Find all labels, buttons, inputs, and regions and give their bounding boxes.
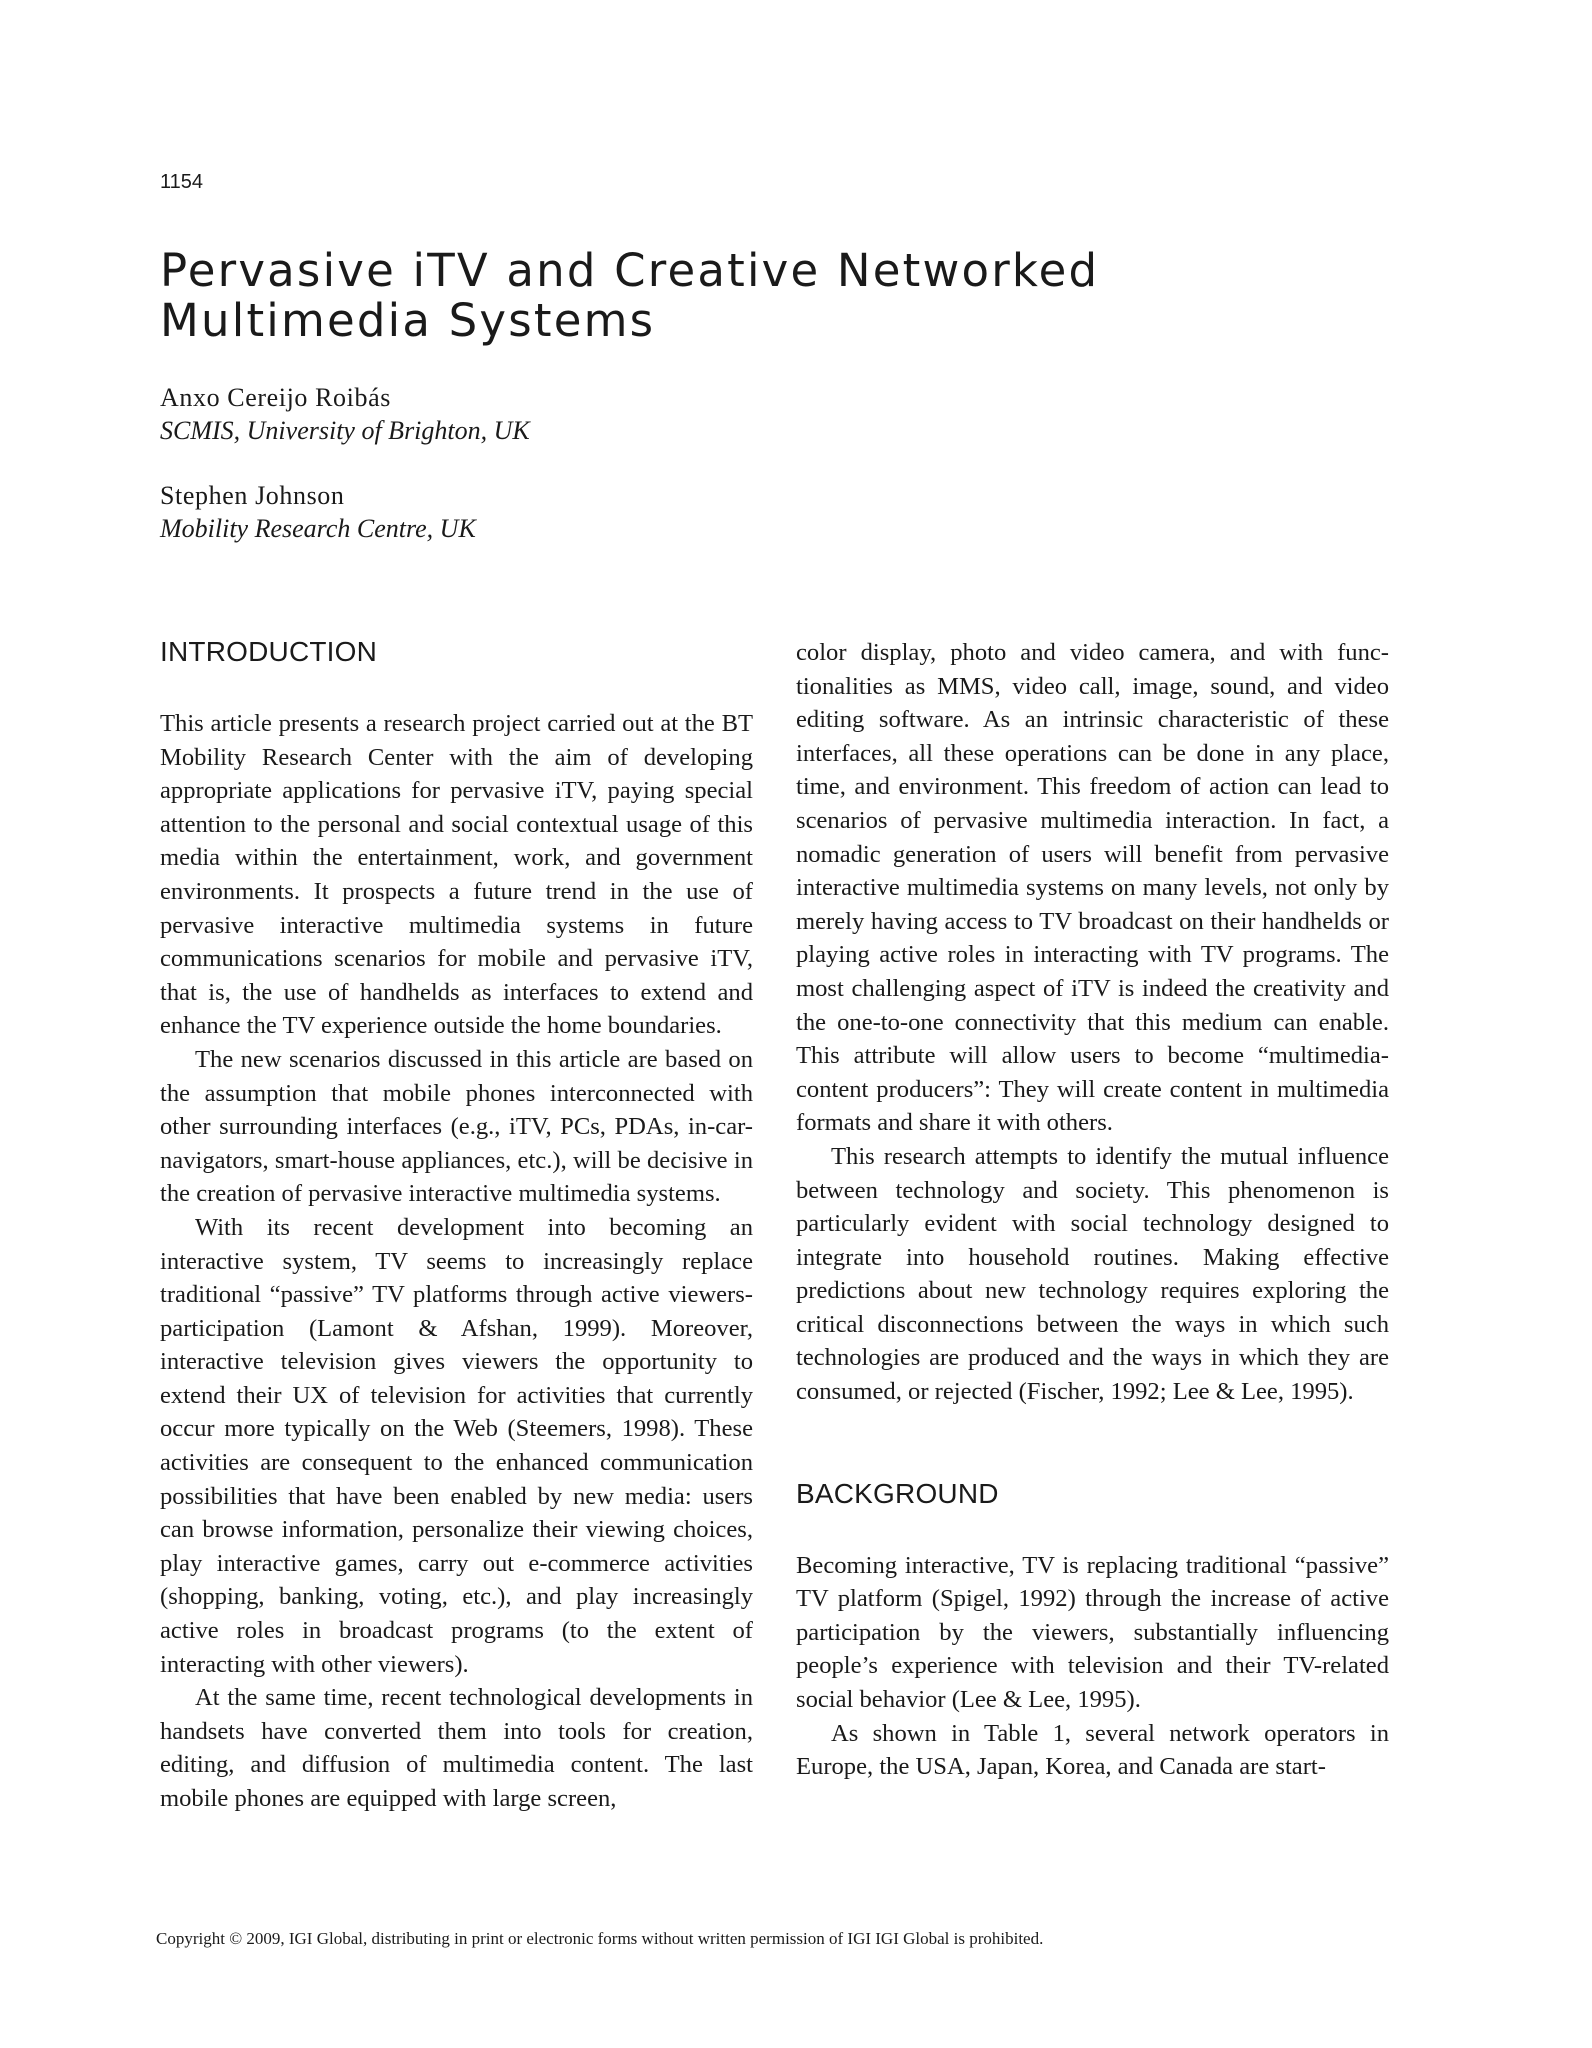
left-column [160, 636, 753, 1816]
background-paragraph-2: As shown in Table 1, several network operators in Europe, the USA, Japan, Korea, and Canada are start- [796, 1719, 1389, 1781]
right-column [796, 636, 1389, 1784]
intro-paragraph-1: This article presents a research project carried out at the BT Mobility Research Center with the aim of developing appropriate applications for pervasive iTV, paying special attention to the personal and social contextual usage of this media within the entertainment, work, and government environments. It prospects a future trend in the use of pervasive interactive multimedia systems in future communications scenarios for mobile and pervasive iTV, that is, the use of handhelds as interfaces to extend and enhance the TV experience outside the home boundaries. [160, 710, 753, 1040]
intro-paragraph-5: color display, photo and video camera, and with functionalities as MMS, video call, image, sound, and video editing software. As an intrinsic characteristic of these interfaces, all these operations can be done in any place, time, and environment. This freedom of action can lead to scenarios of pervasive multimedia interaction. In fact, a nomadic generation of users will benefit from pervasive interactive multimedia systems on many levels, not only by merely having access to TV broadcast on their handhelds or playing active roles in interacting with TV programs. The most challenging aspect of iTV is indeed the creativity and the one-to-one connectivity that this medium can enable. This attribute will allow users to become “multimedia-content producers”: They will create content in multimedia formats and share it with others. [796, 639, 1389, 1137]
background-heading: BACKGROUND [796, 1477, 999, 1509]
copyright-notice: Copyright © 2009, IGI Global, distributing in print or electronic forms without written permission of IGI IGI Global is prohibited. [156, 1929, 1044, 1948]
title-line-2: Multimedia Systems [160, 294, 656, 347]
author-name: Anxo Cereijo Roibás [160, 383, 391, 412]
author-1 [160, 381, 530, 447]
page-title [160, 246, 1260, 346]
author-block [160, 381, 530, 577]
author-name: Stephen Johnson [160, 481, 345, 510]
author-2 [160, 479, 530, 545]
background-paragraph-1: Becoming interactive, TV is replacing traditional “passive” TV platform (Spigel, 1992) through the increase of active participation by the viewers, substantially influencing people’s experience with television and their TV-related social behavior (Lee & Lee, 1995). [796, 1551, 1389, 1714]
intro-paragraph-4: At the same time, recent technological developments in handsets have converted them into tools for creation, editing, and diffusion of multimedia content. The last mobile phones are equipped with large screen, [160, 1684, 753, 1812]
intro-paragraph-2: The new scenarios discussed in this article are based on the assumption that mobile phones interconnected with other surrounding interfaces (e.g., iTV, PCs, PDAs, in-car-navigators, smart-house appliances, etc.), will be decisive in the creation of pervasive interactive multimedia systems. [160, 1045, 753, 1208]
section-spacer [796, 1409, 1389, 1477]
introduction-heading: INTRODUCTION [160, 636, 378, 667]
title-line-1: Pervasive iTV and Creative Networked [160, 244, 1100, 297]
intro-paragraph-3: With its recent development into becoming an interactive system, TV seems to increasingly replace traditional “passive” TV platforms through active viewers-participation (Lamont & Afshan, 1999). Moreover, interactive television gives viewers the opportunity to extend their UX of television for activities that currently occur more typically on the Web (Steemers, 1998). These activities are consequent to the enhanced communication possibilities that have been enabled by new media: users can browse information, personalize their viewing choices, play interactive games, carry out e-commerce activities (shopping, banking, voting, etc.), and play increasingly active roles in broadcast programs (to the extent of interacting with other viewers). [160, 1213, 753, 1678]
intro-paragraph-6: This research attempts to identify the mutual influence between technology and society. This phenomenon is particularly evident with social technology designed to integrate into household routines. Making effective predictions about new technology requires exploring the critical disconnections between the ways in which such technologies are produced and the ways in which they are consumed, or rejected (Fischer, 1992; Lee & Lee, 1995). [796, 1142, 1389, 1406]
author-affiliation: SCMIS, University of Brighton, UK [160, 416, 530, 445]
author-affiliation: Mobility Research Centre, UK [160, 514, 476, 543]
page-number: 1154 [160, 171, 204, 193]
